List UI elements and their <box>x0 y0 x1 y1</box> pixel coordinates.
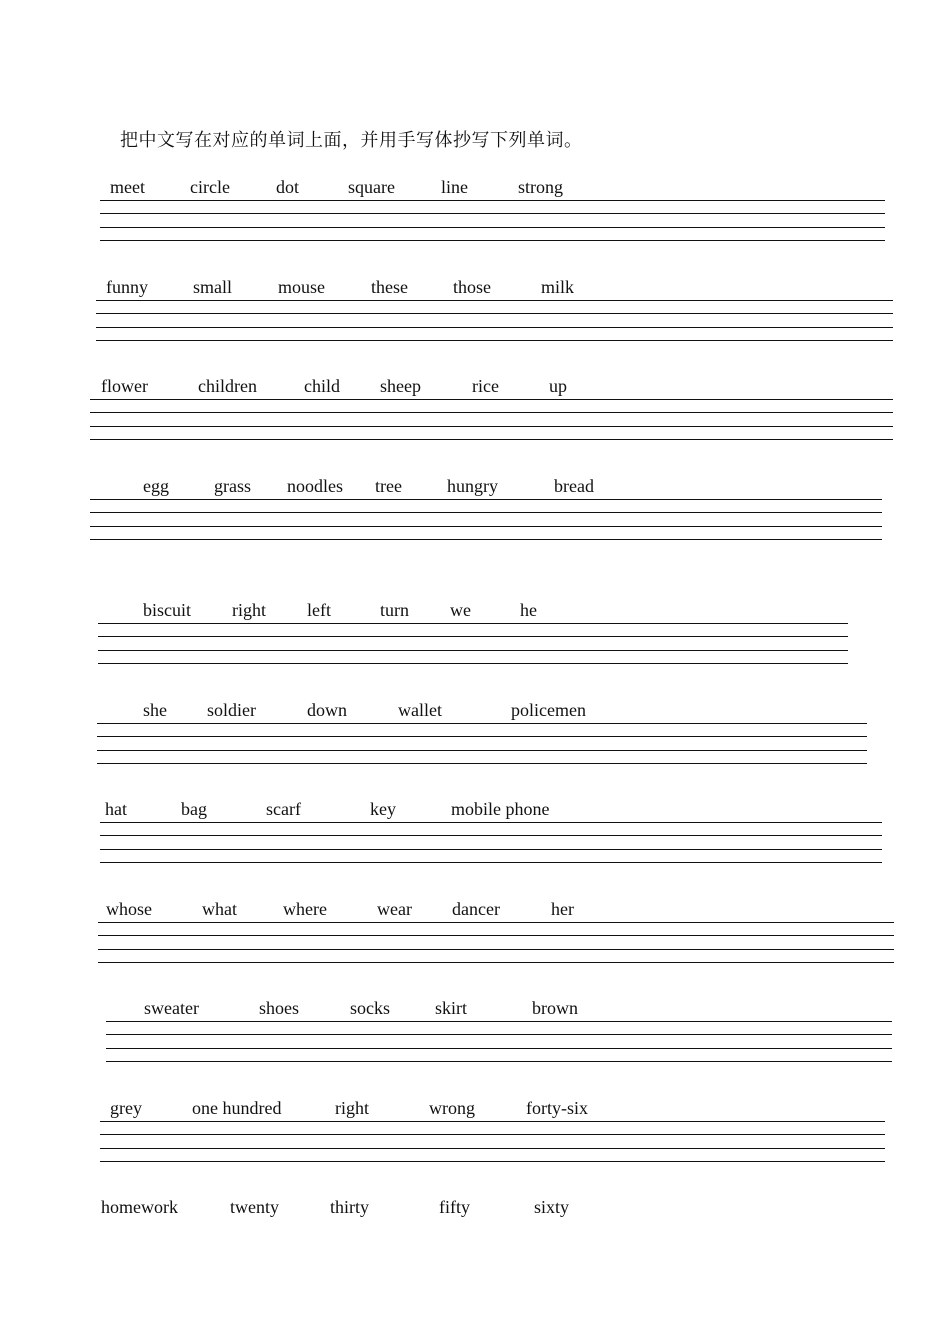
vocab-word: one hundred <box>192 1098 282 1118</box>
instruction-text: 把中文写在对应的单词上面，并用手写体抄写下列单词。 <box>120 130 583 151</box>
vocab-word: grey <box>110 1098 142 1118</box>
writing-line <box>96 313 893 314</box>
vocab-word: wear <box>377 899 412 919</box>
vocab-word: those <box>453 277 491 297</box>
writing-line <box>100 822 882 823</box>
writing-line <box>90 426 893 427</box>
writing-line <box>96 300 893 301</box>
writing-line <box>106 1034 892 1035</box>
writing-line <box>97 763 867 764</box>
writing-line <box>90 412 893 413</box>
writing-line <box>100 1148 885 1149</box>
vocab-word: square <box>348 177 395 197</box>
vocab-word: milk <box>541 277 575 297</box>
writing-line <box>98 962 894 963</box>
writing-line <box>98 663 848 664</box>
writing-line <box>98 949 894 950</box>
vocab-word: circle <box>190 177 230 197</box>
vocab-word: forty-six <box>526 1098 588 1118</box>
writing-line <box>98 650 848 651</box>
writing-line <box>100 1134 885 1135</box>
writing-line <box>97 723 867 724</box>
vocab-word: socks <box>350 998 390 1018</box>
writing-line <box>100 227 885 228</box>
vocab-word: small <box>193 277 232 297</box>
vocab-word: wrong <box>429 1098 475 1118</box>
vocab-word: wallet <box>398 700 442 720</box>
writing-line <box>98 636 848 637</box>
vocab-word: mouse <box>278 277 325 297</box>
vocab-word: hungry <box>447 476 498 496</box>
writing-line <box>90 539 882 540</box>
vocab-word: he <box>520 600 537 620</box>
vocab-word: where <box>283 899 327 919</box>
vocab-word: bag <box>181 799 207 819</box>
vocab-word: what <box>202 899 237 919</box>
vocab-word: dot <box>276 177 300 197</box>
writing-line <box>106 1048 892 1049</box>
vocab-word: sixty <box>534 1197 570 1217</box>
writing-line <box>90 439 893 440</box>
writing-line <box>100 240 885 241</box>
writing-line <box>90 399 893 400</box>
writing-line <box>106 1061 892 1062</box>
vocab-word: fifty <box>439 1197 470 1217</box>
vocab-word: child <box>304 376 340 396</box>
vocab-word: right <box>335 1098 369 1118</box>
vocab-word: brown <box>532 998 578 1018</box>
vocab-word: right <box>232 600 266 620</box>
vocab-word: biscuit <box>143 600 191 620</box>
vocab-word: we <box>450 600 471 620</box>
vocab-word: policemen <box>511 700 586 720</box>
vocab-word: noodles <box>287 476 343 496</box>
vocab-word: these <box>371 277 408 297</box>
vocab-word: flower <box>101 376 148 396</box>
writing-line <box>96 327 893 328</box>
vocab-word: bread <box>554 476 594 496</box>
vocab-word: egg <box>143 476 169 496</box>
writing-line <box>100 862 882 863</box>
writing-line <box>100 1161 885 1162</box>
writing-line <box>90 512 882 513</box>
writing-line <box>90 499 882 500</box>
vocab-word: funny <box>106 277 148 297</box>
writing-line <box>100 849 882 850</box>
vocab-word: soldier <box>207 700 256 720</box>
writing-line <box>90 526 882 527</box>
writing-line <box>98 935 894 936</box>
vocab-word: grass <box>214 476 251 496</box>
vocab-word: children <box>198 376 257 396</box>
writing-line <box>100 835 882 836</box>
vocab-word: down <box>307 700 347 720</box>
writing-line <box>100 200 885 201</box>
vocab-word: hat <box>105 799 127 819</box>
vocab-word: twenty <box>230 1197 279 1217</box>
vocab-word: strong <box>518 177 563 197</box>
writing-line <box>96 340 893 341</box>
writing-line <box>100 213 885 214</box>
vocab-word: sheep <box>380 376 421 396</box>
writing-line <box>97 750 867 751</box>
vocab-word: shoes <box>259 998 299 1018</box>
vocab-word: sweater <box>144 998 199 1018</box>
vocab-word: turn <box>380 600 409 620</box>
vocab-word: tree <box>375 476 402 496</box>
vocab-word: whose <box>106 899 152 919</box>
vocab-word: skirt <box>435 998 468 1018</box>
vocab-word: thirty <box>330 1197 369 1217</box>
vocab-word: her <box>551 899 574 919</box>
writing-line <box>100 1121 885 1122</box>
vocab-word: she <box>143 700 167 720</box>
writing-line <box>98 922 894 923</box>
vocab-word: key <box>370 799 396 819</box>
vocab-word: rice <box>472 376 499 396</box>
writing-line <box>98 623 848 624</box>
vocab-word: dancer <box>452 899 500 919</box>
writing-line <box>106 1021 892 1022</box>
vocab-word: scarf <box>266 799 301 819</box>
vocab-word: up <box>549 376 567 396</box>
vocab-word: mobile phone <box>451 799 550 819</box>
writing-line <box>97 736 867 737</box>
vocab-word: homework <box>101 1197 178 1217</box>
vocab-word: left <box>307 600 331 620</box>
vocab-word: line <box>441 177 468 197</box>
vocab-word: meet <box>110 177 145 197</box>
